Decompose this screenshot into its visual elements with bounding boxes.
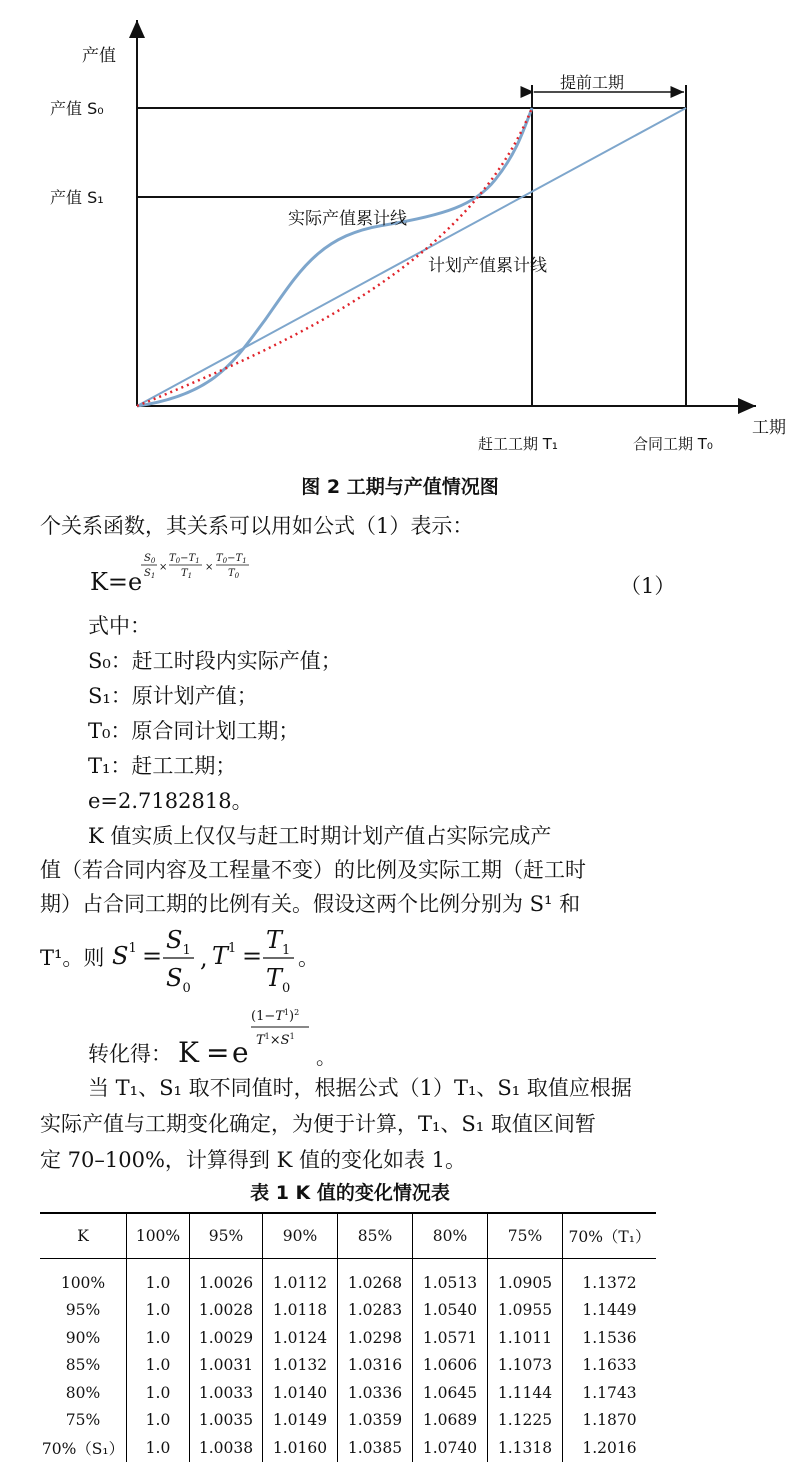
table-row: [40, 1379, 656, 1407]
svg-text:e: e: [232, 1036, 249, 1069]
k-paragraph-line-3: 期）占合同工期的比例有关。假设这两个比例分别为 S¹ 和: [40, 892, 581, 916]
actual-curve-label: 实际产值累计线: [288, 209, 407, 229]
svg-text:T0: $T_0$: [228, 568, 240, 580]
svg-text:T1: $T^1$: [212, 941, 237, 970]
table-row: [40, 1434, 656, 1462]
table-cell: 1.0336: [338, 1379, 413, 1407]
table-cell: 1.0029: [190, 1324, 263, 1352]
table-cell: 1.0: [127, 1259, 190, 1297]
svg-text:T1×S1: $T^1\times S^1$: [256, 1032, 295, 1048]
svg-text:=: =: [242, 942, 263, 970]
svg-text:S0: $S_0$: [166, 964, 191, 996]
table-cell: 1.0: [127, 1324, 190, 1352]
table-cell: 1.0298: [338, 1324, 413, 1352]
table-cell: 1.0132: [263, 1352, 338, 1380]
table-cell: 1.0118: [263, 1297, 338, 1325]
svg-text:T1: $T_1$: [181, 568, 193, 580]
table-row: [40, 1324, 656, 1352]
table-cell: 1.0283: [338, 1297, 413, 1325]
table-cell: 80%: [65, 1383, 101, 1402]
table-cell: 1.0540: [413, 1297, 488, 1325]
svg-text:×: ×: [205, 562, 214, 573]
converted-k-formula: [176, 1000, 336, 1072]
t-paragraph-line-2: 实际产值与工期变化确定，为便于计算，T₁、S₁ 取值区间暂: [40, 1112, 596, 1136]
table-cell: 95%: [65, 1301, 101, 1320]
k-paragraph-line-2: 值（若合同内容及工程量不变）的比例及实际工期（赶工时: [40, 858, 586, 882]
planned-cumulative-line: [137, 108, 686, 406]
table-cell: 70%（S₁）: [41, 1439, 125, 1458]
table-cell: 1.1011: [488, 1324, 563, 1352]
table-cell: 1.0359: [338, 1407, 413, 1435]
k-value-table: [40, 1212, 656, 1462]
svg-text:S1: $S_1$: [166, 926, 191, 958]
definition-e: e=2.7182818。: [88, 789, 253, 813]
table-cell: 1.1449: [563, 1297, 657, 1325]
ratio-period: 。: [298, 946, 319, 970]
table-header-cell: K: [40, 1213, 127, 1259]
figure-caption: 图 2 工期与产值情况图: [301, 476, 499, 498]
table-cell: 1.0160: [263, 1434, 338, 1462]
table-header-cell: 90%: [263, 1213, 338, 1259]
table-cell: 1.1536: [563, 1324, 657, 1352]
t-paragraph-line-3: 定 70–100%，计算得到 K 值的变化如表 1。: [40, 1148, 467, 1172]
svg-text:,: ,: [200, 944, 208, 972]
table-cell: 1.0316: [338, 1352, 413, 1380]
table-cell: 1.0: [127, 1352, 190, 1380]
svg-text:=: =: [142, 942, 163, 970]
table-cell: 1.0513: [413, 1259, 488, 1297]
table-cell: 100%: [60, 1273, 106, 1292]
table-cell: 1.0268: [338, 1259, 413, 1297]
table-cell: 1.0955: [488, 1297, 563, 1325]
table-cell: 1.0385: [338, 1434, 413, 1462]
table-header-row: [40, 1213, 656, 1259]
ratio-formula: [108, 918, 308, 996]
table-caption: 表 1 K 值的变化情况表: [250, 1182, 450, 1204]
formula-1-base: K=e: [90, 568, 143, 596]
y-axis-label: 产值: [82, 46, 116, 66]
s1-label: 产值 S₁: [50, 188, 104, 207]
table-cell: 1.0026: [190, 1259, 263, 1297]
table-cell: 1.0: [127, 1297, 190, 1325]
table-cell: 1.0035: [190, 1407, 263, 1435]
formula-1-exponent: [136, 548, 316, 588]
t0-label: 合同工期 T₀: [633, 435, 713, 453]
table-cell: 1.1633: [563, 1352, 657, 1380]
x-axis-label: 工期: [752, 418, 786, 438]
advance-period-label: 提前工期: [560, 73, 625, 92]
svg-text:T0: $T_0$: [266, 964, 291, 996]
table-cell: 75%: [65, 1411, 101, 1430]
t1-label: 赶工工期 T₁: [478, 435, 558, 453]
table-cell: 1.0740: [413, 1434, 488, 1462]
table-cell: 1.0: [127, 1434, 190, 1462]
svg-text:T1: $T_1$: [266, 926, 291, 958]
svg-text:T0−T1: $T_0-T_1$: [216, 553, 247, 565]
svg-text:。: 。: [316, 1045, 336, 1069]
table-cell: 1.0645: [413, 1379, 488, 1407]
table-header-cell: 75%: [488, 1213, 563, 1259]
svg-text:S0: $S_0$: [144, 553, 156, 565]
svg-text:K: K: [178, 1036, 199, 1069]
progress-value-figure: [0, 0, 800, 470]
table-header-cell: 85%: [338, 1213, 413, 1259]
table-cell: 90%: [65, 1328, 101, 1347]
table-cell: 1.1318: [488, 1434, 563, 1462]
table-cell: 1.0028: [190, 1297, 263, 1325]
table-header-cell: 100%: [127, 1213, 190, 1259]
table-cell: 1.0689: [413, 1407, 488, 1435]
table-cell: 1.0571: [413, 1324, 488, 1352]
table-row: [40, 1297, 656, 1325]
table-cell: 1.0124: [263, 1324, 338, 1352]
table-cell: 1.1225: [488, 1407, 563, 1435]
table-cell: 1.1144: [488, 1379, 563, 1407]
table-cell: 1.0033: [190, 1379, 263, 1407]
table-cell: 1.0149: [263, 1407, 338, 1435]
table-header-cell: 80%: [413, 1213, 488, 1259]
s0-label: 产值 S₀: [50, 99, 104, 118]
table-cell: 1.2016: [563, 1434, 657, 1462]
where-label: 式中：: [88, 614, 151, 638]
formula-1-number: （1）: [620, 574, 676, 598]
planned-curve-label: 计划产值累计线: [428, 256, 547, 276]
table-cell: 1.0: [127, 1407, 190, 1435]
table-cell: 1.1073: [488, 1352, 563, 1380]
definition-t0: T₀：原合同计划工期；: [88, 719, 300, 743]
definition-s0: S₀：赶工时段内实际产值；: [88, 649, 342, 673]
k-paragraph-line-1: K 值实质上仅仅与赶工时期计划产值占实际完成产: [88, 824, 552, 848]
table-header-cell: 95%: [190, 1213, 263, 1259]
table-row: [40, 1352, 656, 1380]
table-row: [40, 1407, 656, 1435]
svg-text:T0−T1: $T_0-T_1$: [169, 553, 200, 565]
table-cell: 1.0112: [263, 1259, 338, 1297]
table-cell: 1.0031: [190, 1352, 263, 1380]
svg-text:×: ×: [159, 562, 168, 573]
svg-text:S1: $S^1$: [112, 941, 137, 970]
table-cell: 1.0905: [488, 1259, 563, 1297]
convert-label: 转化得：: [88, 1042, 172, 1066]
svg-text:S1: $S_1$: [144, 568, 156, 580]
table-cell: 1.1372: [563, 1259, 657, 1297]
intro-paragraph: 个关系函数，其关系可以用如公式（1）表示：: [40, 514, 474, 538]
ratio-line-prefix: T¹。则: [40, 946, 105, 970]
table-cell: 1.0: [127, 1379, 190, 1407]
table-cell: 1.0038: [190, 1434, 263, 1462]
table-cell: 1.0140: [263, 1379, 338, 1407]
table-cell: 85%: [65, 1356, 101, 1375]
table-cell: 1.1743: [563, 1379, 657, 1407]
table-cell: 1.0606: [413, 1352, 488, 1380]
t-paragraph-line-1: 当 T₁、S₁ 取不同值时，根据公式（1）T₁、S₁ 取值应根据: [88, 1076, 632, 1100]
definition-t1: T₁：赶工工期；: [88, 754, 237, 778]
svg-text:=: =: [206, 1036, 230, 1069]
table-cell: 1.1870: [563, 1407, 657, 1435]
table-row: [40, 1259, 656, 1297]
svg-text:(1−T1)2: $(1-T^1)^2$: [251, 1008, 300, 1024]
table-header-cell: 70%（T₁）: [563, 1213, 657, 1259]
definition-s1: S₁：原计划产值；: [88, 684, 258, 708]
